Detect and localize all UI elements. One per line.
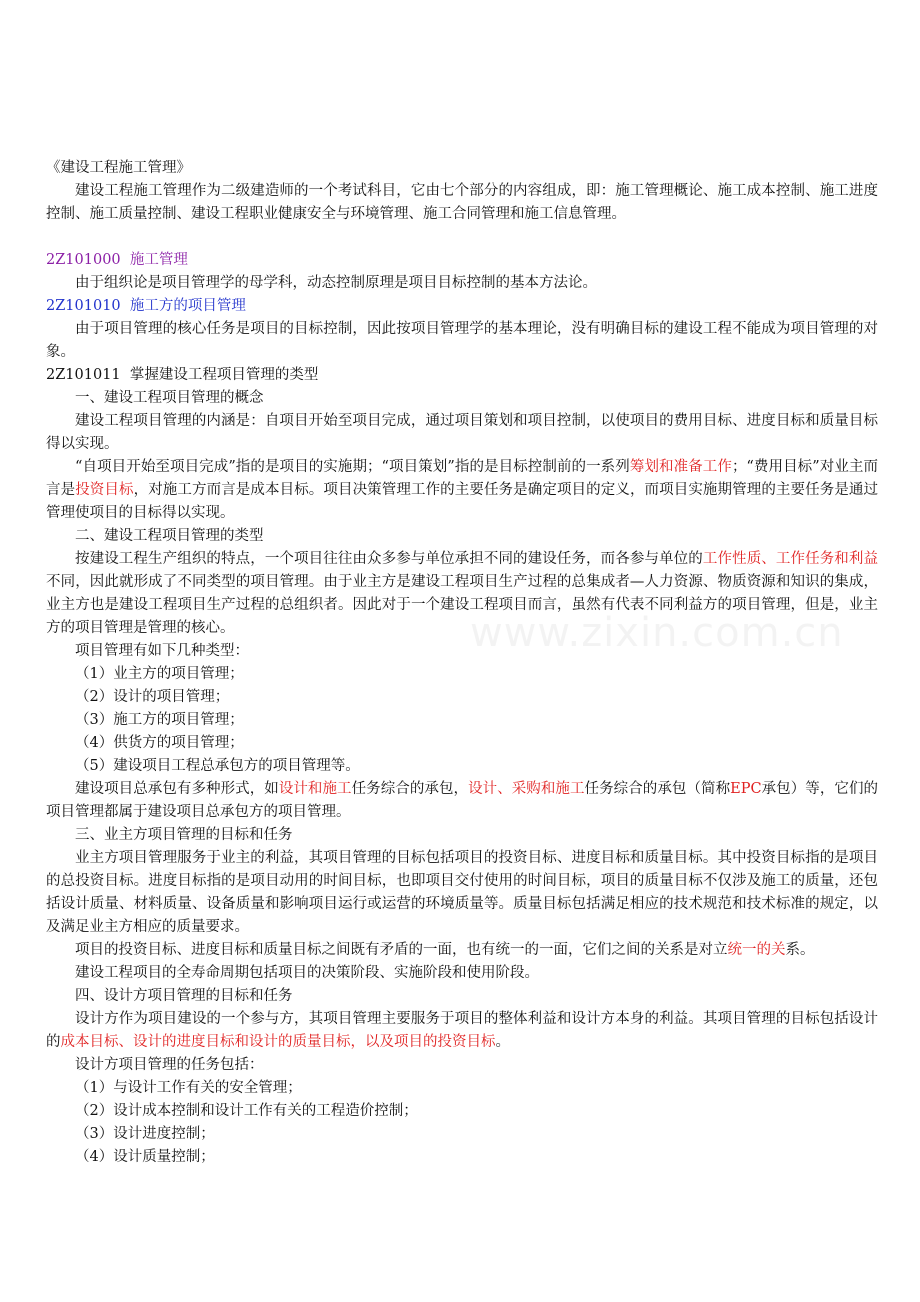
text-run: 承包）等，它们的项目管理都属于建设项目总承包方的项目管理。 xyxy=(46,781,879,820)
paragraph: 由于项目管理的核心任务是项目的目标控制，因此按项目管理学的基本理论，没有明确目标的建设工程不能成为项目管理的对象。 xyxy=(46,321,878,360)
text-run: 任务综合的承包（简称 xyxy=(584,781,731,797)
text-run: 不同，因此就形成了不同类型的项目管理。由于业主方是建设工程项目生产过程的总集成者—人力资源、物质资源和知识的集成，业主方也是建设工程项目生产过程的总组织者。因此对于一个建设工程项目而言，虽然有代表不同利益方的项目管理，但是，业主方的项目管理是管理的核心。 xyxy=(46,574,878,636)
highlight-text: 成本目标、设计的进度目标和设计的质量目标，以及项目的投资目标 xyxy=(60,1034,496,1050)
heading-title: 施工方的项目管理 xyxy=(129,298,246,314)
paragraph: 设计方项目管理的任务包括： xyxy=(75,1057,264,1073)
highlight-text: 设计和施工 xyxy=(278,781,352,797)
paragraph: 建设工程项目管理的内涵是：自项目开始至项目完成，通过项目策划和项目控制，以使项目的费用目标、进度目标和质量目标得以实现。 xyxy=(46,413,878,452)
highlight-text: 投资目标 xyxy=(75,482,134,498)
paragraph xyxy=(46,548,878,640)
subheading: 三、业主方项目管理的目标和任务 xyxy=(75,827,293,843)
highlight-text: 工作性质、工作任务和利益 xyxy=(702,551,879,567)
paragraph: 项目管理有如下几种类型： xyxy=(75,643,249,659)
list-item: （4）设计质量控制； xyxy=(75,1149,215,1165)
paragraph: 建设工程项目的全寿命周期包括项目的决策阶段、实施阶段和使用阶段。 xyxy=(75,965,539,981)
section-heading-2z101010 xyxy=(46,295,878,318)
list-item: （1）与设计工作有关的安全管理； xyxy=(75,1080,302,1096)
text-run: 。 xyxy=(495,1034,510,1050)
text-run: 建设项目总承包有多种形式，如 xyxy=(75,781,279,797)
list-item: （2）设计的项目管理； xyxy=(75,689,230,705)
heading-title: 掌握建设工程项目管理的类型 xyxy=(129,367,319,383)
heading-title: 施工管理 xyxy=(129,252,188,268)
list-item: （5）建设项目工程总承包方的项目管理等。 xyxy=(75,758,360,774)
text-run: ；“费用目标”对业主而言是 xyxy=(46,459,879,498)
text-run: “自项目开始至项目完成”指的是项目的实施期；“项目策划”指的是目标控制前的一系列 xyxy=(75,459,630,475)
list-item: （1）业主方的项目管理； xyxy=(75,666,244,682)
paragraph: 业主方项目管理服务于业主的利益，其项目管理的目标包括项目的投资目标、进度目标和质量目标。其中投资目标指的是项目的总投资目标。进度目标指的是项目动用的时间目标，也即项目交付使用的时间目标，项目的质量目标不仅涉及施工的质量，还包括设计质量、材料质量、设备质量和影响项目运行或运营的环境质量等。质量目标包括满足相应的技术规范和技术标准的规定，以及满足业主方相应的质量要求。 xyxy=(46,850,878,935)
text-run: 设计方作为项目建设的一个参与方，其项目管理主要服务于项目的整体利益和设计方本身的利益。其项目管理的目标包括设计的 xyxy=(46,1011,878,1050)
subheading: 四、设计方项目管理的目标和任务 xyxy=(75,988,293,1004)
document-page xyxy=(46,157,878,1169)
subheading: 一、建设工程项目管理的概念 xyxy=(75,390,264,406)
heading-code: 2Z101011 xyxy=(46,367,121,383)
section-heading-2z101000 xyxy=(46,249,878,272)
highlight-text: 筹划和准备工作 xyxy=(629,459,732,475)
highlight-text: 统一的关 xyxy=(727,942,786,958)
list-item: （3）施工方的项目管理； xyxy=(75,712,244,728)
list-item: （3）设计进度控制； xyxy=(75,1126,215,1142)
paragraph xyxy=(46,778,878,824)
paragraph xyxy=(46,1008,878,1054)
paragraph xyxy=(46,939,878,962)
heading-code: 2Z101010 xyxy=(46,298,121,314)
text-run: ，对施工方而言是成本目标。项目决策管理工作的主要任务是确定项目的定义，而项目实施期管理的主要任务是通过管理使项目的目标得以实现。 xyxy=(46,482,879,521)
text-run: 项目的投资目标、进度目标和质量目标之间既有矛盾的一面，也有统一的一面，它们之间的关系是对立 xyxy=(75,942,728,958)
list-item: （2）设计成本控制和设计工作有关的工程造价控制； xyxy=(75,1103,418,1119)
spacer xyxy=(46,226,878,249)
subheading: 二、建设工程项目管理的类型 xyxy=(75,528,264,544)
doc-title: 《建设工程施工管理》 xyxy=(46,160,191,176)
paragraph: 由于组织论是项目管理学的母学科，动态控制原理是项目目标控制的基本方法论。 xyxy=(75,275,597,291)
section-heading-2z101011 xyxy=(46,364,878,387)
list-item: （4）供货方的项目管理； xyxy=(75,735,244,751)
paragraph xyxy=(46,456,878,525)
text-run: 按建设工程生产组织的特点，一个项目往往由众多参与单位承担不同的建设任务，而各参与单位的 xyxy=(75,551,703,567)
watermark: www.zixin.com.cn xyxy=(470,610,844,656)
text-run: 系。 xyxy=(785,942,815,958)
intro-paragraph: 建设工程施工管理作为二级建造师的一个考试科目，它由七个部分的内容组成，即：施工管理概论、施工成本控制、施工进度控制、施工质量控制、建设工程职业健康安全与环境管理、施工合同管理和施工信息管理。 xyxy=(46,183,878,222)
highlight-text: EPC xyxy=(730,781,762,797)
text-run: 任务综合的承包， xyxy=(351,781,469,797)
highlight-text: 设计、采购和施工 xyxy=(468,781,585,797)
heading-code: 2Z101000 xyxy=(46,252,121,268)
